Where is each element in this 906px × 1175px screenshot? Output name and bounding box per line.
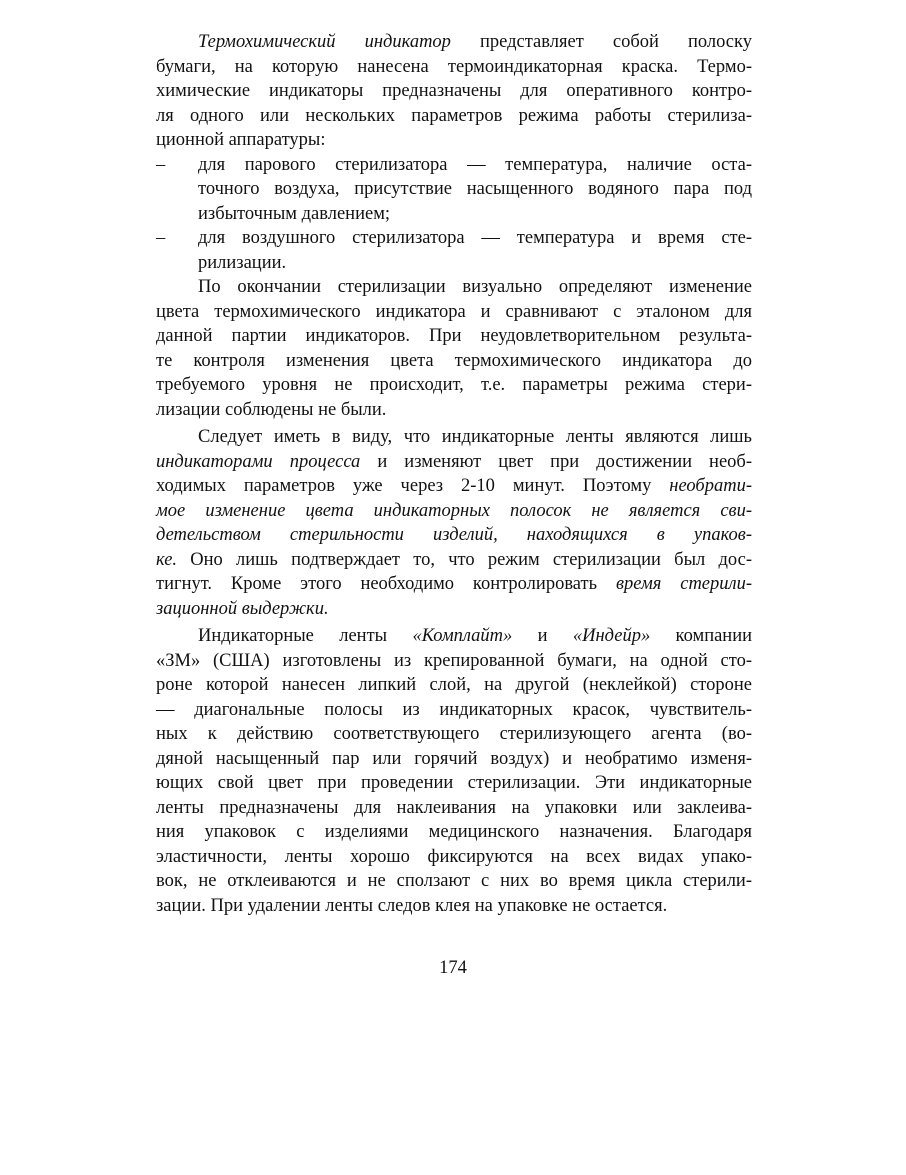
text-line: [156, 698, 752, 723]
text-line: [156, 398, 752, 423]
text-line: [156, 597, 752, 622]
bullet-dash: –: [156, 154, 166, 175]
text-run: ющих свой цвет при проведении стерилизации. Эти индикаторные: [156, 773, 752, 793]
text-run: химические индикаторы предназначены для оперативного контро-: [156, 81, 752, 101]
text-line: [156, 275, 752, 300]
text-run: цвета термохимического индикатора и сравнивают с эталоном для: [156, 301, 752, 322]
italic-text: «Индейр»: [572, 626, 651, 646]
bullet-item: [156, 153, 752, 227]
italic-text: детельством стерильности изделий, находящихся в упаков-: [156, 525, 752, 545]
text-run: и изменяют цвет при достижении необ-: [360, 451, 752, 472]
text-line: [156, 624, 752, 649]
text-line: [156, 747, 752, 772]
bullet-dash: –: [156, 228, 166, 248]
text-line: [156, 128, 752, 153]
text-line: [156, 251, 752, 276]
text-line: [156, 177, 752, 202]
italic-text: время стерили-: [615, 574, 752, 594]
text-run: ных к действию соответствующего стерилизующего агента (во-: [156, 724, 752, 744]
text-run: рилизации.: [198, 252, 287, 273]
text-run: Оно лишь подтверждает то, что режим стерилизации был дос-: [177, 549, 752, 570]
text-line: [156, 30, 752, 55]
text-run: «ЗМ» (США) изготовлены из крепированной бумаги, на одной сто-: [156, 650, 752, 671]
text-run: данной партии индикаторов. При неудовлетворительном результа-: [156, 326, 752, 346]
text-run: компании: [650, 626, 753, 646]
text-line: [156, 548, 752, 573]
text-line: [156, 894, 752, 919]
text-run: дяной насыщенный пар или горячий воздух) и необратимо изменя-: [156, 748, 752, 769]
text-line: [156, 349, 752, 374]
italic-text: Термохимический индикатор: [198, 32, 451, 52]
paragraph: [156, 275, 752, 422]
bullet-item: [156, 226, 752, 275]
text-line: [156, 55, 752, 80]
text-run: Индикаторные ленты: [198, 626, 413, 646]
text-run: ния упаковок с изделиями медицинского назначения. Благодаря: [156, 822, 752, 842]
italic-text: «Комплайт»: [412, 626, 513, 646]
text-line: [156, 450, 752, 475]
italic-text: индикаторами процесса: [156, 451, 361, 472]
text-line: [156, 869, 752, 894]
text-line: [156, 79, 752, 104]
paragraph: [156, 30, 752, 153]
text-line: [156, 300, 752, 325]
text-line: [156, 324, 752, 349]
text-line: [156, 226, 752, 251]
italic-text: мое изменение цвета индикаторных полосок не является сви-: [156, 500, 752, 521]
text-run: вок, не отклеиваются и не сползают с них во время цикла стерили-: [156, 871, 752, 891]
text-run: лизации соблюдены не были.: [156, 399, 387, 420]
text-run: По окончании стерилизации визуально определяют изменение: [198, 277, 752, 297]
text-run: — диагональные полосы из индикаторных красок, чувствитель-: [156, 699, 752, 720]
text-run: бумаги, на которую нанесена термоиндикаторная краска. Термо-: [156, 56, 752, 77]
text-line: [156, 796, 752, 821]
text-run: те контроля изменения цвета термохимического индикатора до: [156, 350, 752, 371]
text-line: [156, 572, 752, 597]
text-line: [156, 474, 752, 499]
italic-text: ке.: [156, 549, 178, 570]
text-line: [156, 104, 752, 129]
text-line: [156, 649, 752, 674]
text-run: ходимых параметров уже через 2-10 минут. Поэтому: [156, 476, 670, 496]
text-line: [156, 499, 752, 524]
text-line: [156, 202, 752, 227]
page-body: [156, 30, 752, 918]
text-run: тигнут. Кроме этого необходимо контролировать: [156, 574, 616, 594]
text-run: зации. При удалении ленты следов клея на упаковке не остается.: [156, 895, 668, 916]
page-number: 174: [439, 958, 467, 978]
text-line: [156, 153, 752, 178]
text-run: роне которой нанесен липкий слой, на другой (неклейкой) стороне: [156, 675, 752, 695]
text-run: представляет собой полоску: [450, 32, 752, 52]
text-line: [156, 373, 752, 398]
italic-text: необрати-: [669, 476, 752, 496]
italic-text: зационной выдержки.: [156, 598, 329, 619]
text-run: для воздушного стерилизатора — температура и время сте-: [198, 228, 752, 248]
text-run: эластичности, ленты хорошо фиксируются на всех видах упако-: [156, 846, 752, 867]
text-run: ленты предназначены для наклеивания на упаковки или заклеива-: [156, 797, 752, 818]
text-line: [156, 673, 752, 698]
text-run: требуемого уровня не происходит, т.е. параметры режима стери-: [156, 375, 752, 395]
paragraph: [156, 624, 752, 918]
paragraph: [156, 425, 752, 621]
text-run: Следует иметь в виду, что индикаторные ленты являются лишь: [198, 427, 752, 447]
text-line: [156, 523, 752, 548]
text-line: [156, 845, 752, 870]
text-run: и: [512, 626, 573, 646]
text-line: [156, 820, 752, 845]
text-run: избыточным давлением;: [198, 203, 391, 224]
text-run: ля одного или нескольких параметров режима работы стерилиза-: [156, 105, 752, 126]
text-line: [156, 771, 752, 796]
text-line: [156, 425, 752, 450]
text-run: ционной аппаратуры:: [156, 130, 326, 150]
text-run: для парового стерилизатора — температура, наличие оста-: [198, 154, 752, 175]
text-line: [156, 722, 752, 747]
text-run: точного воздуха, присутствие насыщенного водяного пара под: [198, 179, 752, 199]
